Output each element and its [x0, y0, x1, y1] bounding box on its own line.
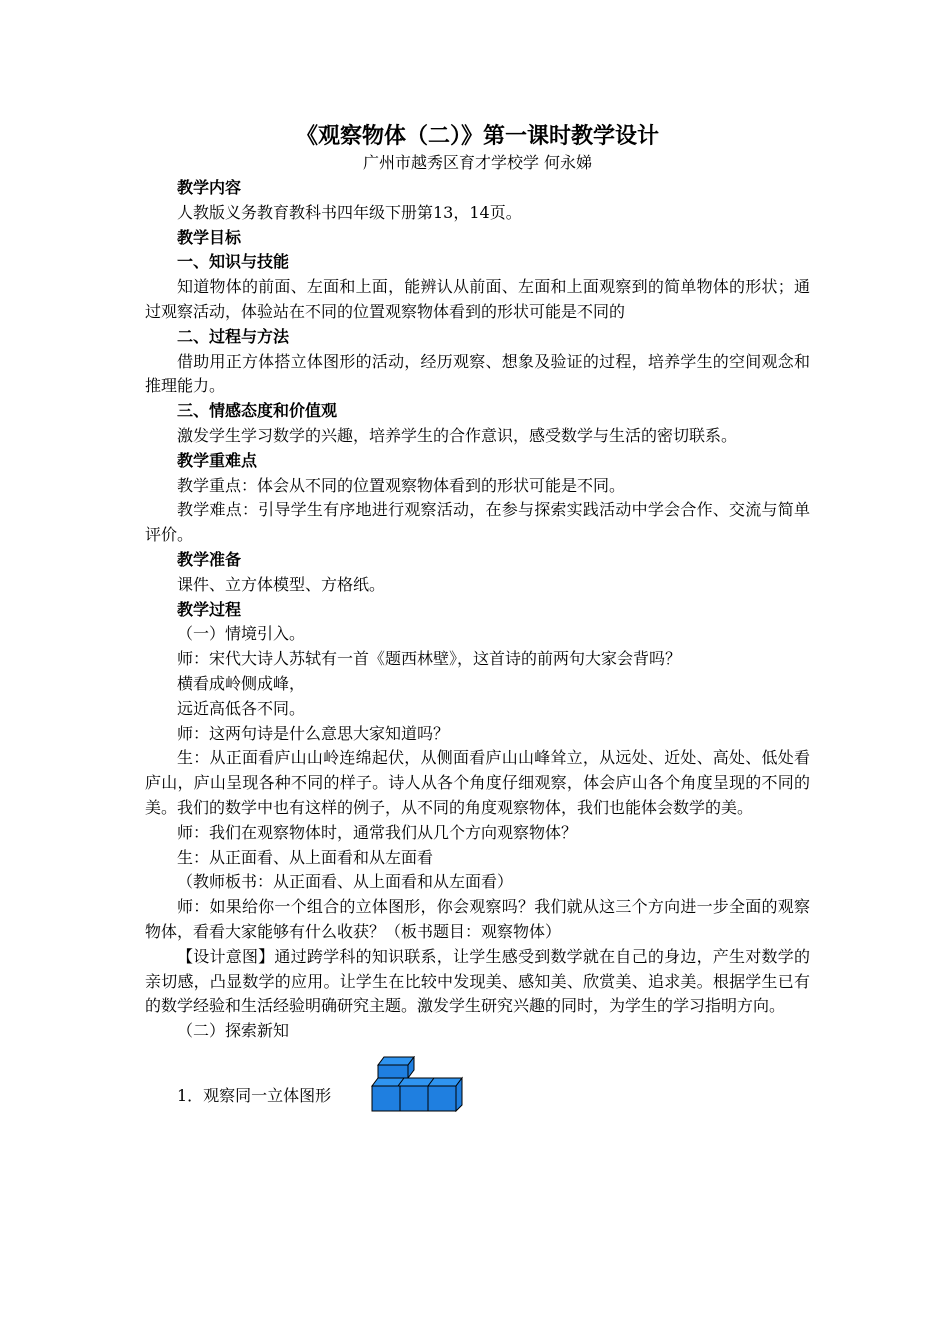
content-text: 人教版义务教育教科书四年级下册第13，14页。	[177, 202, 522, 222]
cube-front-face	[372, 1086, 400, 1111]
heading-goal2: 二、过程与方法	[177, 326, 290, 346]
heading-goals: 教学目标	[177, 227, 242, 247]
poem-line: 横看成岭侧成峰，	[177, 673, 306, 693]
cube-top-face	[372, 1078, 462, 1086]
step2-label: （二）探索新知	[177, 1021, 290, 1041]
cube-front-face	[378, 1065, 408, 1078]
goal1-text: 知道物体的前面、左面和上面，能辨认从前面、左面和上面观察到的简单物体的形状；通过观察活动，体验站在不同的位置观察物体看到的形状可能是不同的	[145, 277, 810, 321]
process-paragraph: 师：如果给你一个组合的立体图形，你会观察吗？我们就从这三个方向进一步全面的观察物体，看看大家能够有什么收获？（板书题目：观察物体）	[145, 897, 810, 941]
goal2-text: 借助用正方体搭立体图形的活动，经历观察、想象及验证的过程，培养学生的空间观念和推理能力。	[145, 351, 810, 396]
cube-front-face	[400, 1086, 428, 1111]
cube-figure-row	[145, 1048, 810, 1108]
preparation-text: 课件、立方体模型、方格纸。	[177, 574, 386, 594]
process-paragraph: 生：从正面看、从上面看和从左面看	[177, 847, 434, 867]
key-difficulty-text: 教学难点：引导学生有序地进行观察活动，在参与探索实践活动中学会合作、交流与简单评价。	[145, 500, 810, 545]
heading-goal1: 一、知识与技能	[177, 252, 290, 272]
process-paragraph: 师：我们在观察物体时，通常我们从几个方向观察物体？	[177, 822, 578, 842]
goal3-text: 激发学生学习数学的兴趣，培养学生的合作意识，感受数学与生活的密切联系。	[177, 425, 738, 445]
document-title: 《观察物体（二）》第一课时教学设计	[295, 124, 659, 149]
step1-label: （一）情境引入。	[177, 624, 306, 644]
heading-key-points: 教学重难点	[177, 450, 258, 470]
process-paragraph: （教师板书：从正面看、从上面看和从左面看）	[177, 872, 514, 892]
item1-label: 1．观察同一立体图形	[177, 1085, 332, 1105]
poem-line: 远近高低各不同。	[177, 698, 306, 718]
key-point-text: 教学重点：体会从不同的位置观察物体看到的形状可能是不同。	[177, 475, 626, 495]
document-page	[145, 122, 810, 1108]
heading-content: 教学内容	[177, 178, 242, 197]
cube-front-face	[428, 1086, 456, 1111]
process-paragraph: 师：宋代大诗人苏轼有一首《题西林壁》，这首诗的前两句大家会背吗？	[177, 649, 682, 669]
design-intent-paragraph: 【设计意图】通过跨学科的知识联系，让学生感受到数学就在自己的身边，产生对数学的亲切感，凸显数学的应用。让学生在比较中发现美、感知美、欣赏美、追求美。根据学生已有的数学经验和生活经验明确研究主题。激发学生研究兴趣的同时，为学生的学习指明方向。	[145, 946, 810, 1016]
heading-goal3: 三、情感态度和价值观	[177, 401, 338, 421]
process-paragraph: 生：从正面看庐山山岭连绵起伏，从侧面看庐山山峰耸立，从远处、近处、高处、低处看庐山，庐山呈现各种不同的样子。诗人从各个角度仔细观察，体会庐山各个角度呈现的不同的美。我们的数学中也有这样的例子，从不同的角度观察物体，我们也能体会数学的美。	[145, 748, 810, 817]
document-author: 广州市越秀区育才学校学 何永娣	[362, 153, 593, 172]
process-paragraph: 师：这两句诗是什么意思大家知道吗？	[177, 723, 450, 743]
heading-process: 教学过程	[177, 599, 242, 619]
cube-stack-figure	[368, 1056, 468, 1112]
heading-preparation: 教学准备	[177, 549, 242, 569]
